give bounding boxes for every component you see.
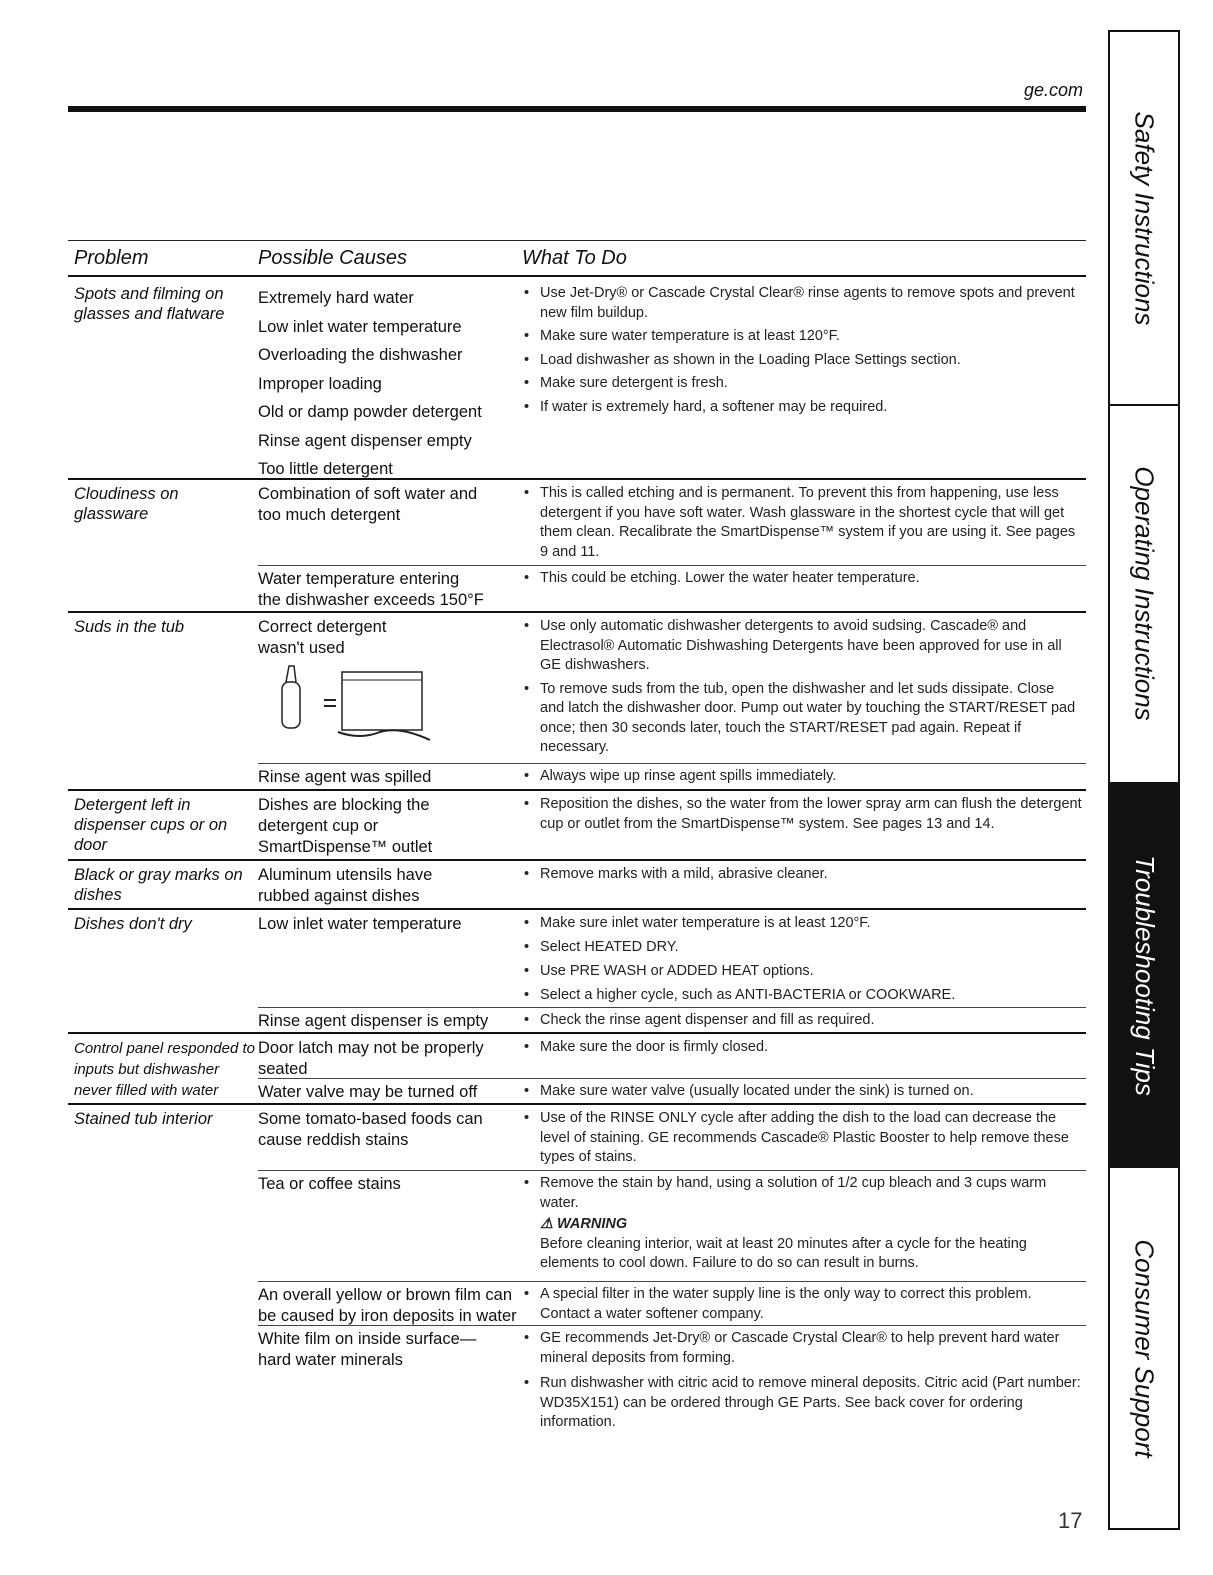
causes-spots	[258, 284, 520, 484]
sub-divider	[258, 763, 1086, 764]
cause-control-a	[258, 1038, 520, 1080]
header-top-rule	[68, 240, 1086, 241]
warning-label: ⚠ WARNING	[540, 1216, 628, 1232]
problem-cloudiness: Cloudiness on glassware	[74, 485, 179, 523]
problem-suds: Suds in the tub	[74, 618, 185, 636]
row-divider	[68, 611, 1086, 613]
todo-stained-c: • A special filter in the water supply line is the only way to correct this problem. Contact a water softener company.	[522, 1285, 1082, 1324]
tab-troubleshooting-tips[interactable]	[1110, 782, 1178, 1168]
tab-label: Troubleshooting Tips	[1129, 854, 1160, 1096]
tab-label: Safety Instructions	[1129, 111, 1160, 325]
cause-stained-d	[258, 1329, 520, 1371]
cause-text: Rinse agent was spilled	[258, 768, 432, 786]
site-url: ge.com	[1023, 80, 1083, 100]
tab-label: Operating Instructions	[1129, 465, 1160, 721]
cause-stained-b	[258, 1174, 520, 1195]
header-bottom-rule	[68, 275, 1086, 277]
row-divider	[68, 859, 1086, 861]
cause-text: Water valve may be turned off	[258, 1083, 478, 1101]
todo-item: • Make sure detergent is fresh.	[522, 374, 1082, 394]
row-divider	[68, 789, 1086, 791]
cause-dry-b	[258, 1011, 520, 1032]
todo-dry-b: • Check the rinse agent dispenser and fill as required.	[522, 1011, 1082, 1031]
cause-suds-a	[258, 617, 520, 659]
cause-text: Low inlet water temperature	[258, 915, 462, 933]
cause-cloudiness-a	[258, 484, 520, 526]
tab-operating-instructions[interactable]	[1110, 406, 1178, 780]
cause-marks	[258, 865, 520, 907]
sub-divider	[258, 1325, 1086, 1326]
todo-item: • Make sure water temperature is at least 120°F.	[522, 327, 1082, 347]
cause-dry-a	[258, 914, 520, 935]
todo-item: • Use Jet-Dry® or Cascade Crystal Clear® rinse agents to remove spots and prevent new film buildup.	[522, 284, 1082, 323]
cause-item: Improper loading	[258, 374, 382, 393]
todo-item: • Select a higher cycle, such as ANTI-BACTERIA or COOKWARE.	[522, 986, 1082, 1005]
cause-text: Combination of soft water and too much detergent	[258, 485, 478, 524]
cause-stained-a	[258, 1109, 520, 1151]
cause-item: Old or damp powder detergent	[258, 403, 482, 421]
page-number: 17	[1058, 1508, 1083, 1533]
cause-text: Dishes are blocking the detergent cup or SmartDispense™ outlet	[258, 796, 433, 856]
cause-text: Water temperature entering the dishwasher exceeds 150°F	[258, 570, 484, 609]
todo-stained-d2: • Run dishwasher with citric acid to remove mineral deposits. Citric acid (Part number: WD35X151) can be ordered through GE Parts. See back cover for ordering information.	[522, 1374, 1082, 1433]
cause-item: Extremely hard water	[258, 289, 414, 307]
header-causes: Possible Causes	[258, 247, 407, 269]
cause-text: Some tomato-based foods can cause reddish stains	[258, 1110, 483, 1149]
cause-text: Door latch may not be properly seated	[258, 1039, 484, 1078]
problem-stained: Stained tub interior	[74, 1110, 213, 1128]
row-divider	[68, 1032, 1086, 1034]
tab-label: Consumer Support	[1129, 1238, 1160, 1458]
sub-divider	[258, 1078, 1086, 1079]
cause-text: Aluminum utensils have rubbed against dishes	[258, 866, 433, 905]
problem-control-panel: Control panel responded to inputs but dishwasher never filled with water	[74, 1040, 255, 1099]
todo-cloudiness-b: • This could be etching. Lower the water heater temperature.	[522, 569, 1082, 589]
cause-item: Overloading the dishwasher	[258, 346, 463, 364]
row-divider	[68, 908, 1086, 910]
sub-divider	[258, 1170, 1086, 1171]
header-todo: What To Do	[522, 247, 627, 269]
todo-stained-b: • Remove the stain by hand, using a solution of 1/2 cup bleach and 3 cups warm water.	[522, 1174, 1082, 1213]
todo-stained-a: • Use of the RINSE ONLY cycle after adding the dish to the load can decrease the level of staining. GE recommends Cascade® Plastic Booster to help remove these types of stains.	[522, 1109, 1082, 1168]
cause-item: Rinse agent dispenser empty	[258, 431, 472, 450]
problem-detergent-left: Detergent left in dispenser cups or on door	[74, 796, 228, 854]
todo-item: • Use PRE WASH or ADDED HEAT options.	[522, 962, 1082, 981]
header-problem: Problem	[74, 247, 149, 269]
cause-item: Too little detergent	[258, 460, 393, 478]
todo-spots	[522, 284, 1082, 417]
sub-divider	[258, 1007, 1086, 1008]
cause-text: Rinse agent dispenser is empty	[258, 1012, 489, 1030]
top-rule	[68, 106, 1086, 112]
detergent-illustration	[280, 660, 440, 742]
cause-text: An overall yellow or brown film can be caused by iron deposits in water	[258, 1286, 517, 1325]
row-divider	[68, 478, 1086, 480]
todo-suds-b: • Always wipe up rinse agent spills immediately.	[522, 767, 1082, 787]
todo-suds-a1: • Use only automatic dishwasher detergents to avoid sudsing. Cascade® and Electrasol® Automatic Dishwashing Detergents have been approved for use in all GE dishwashers.	[522, 617, 1082, 676]
cause-text: Correct detergent wasn't used	[258, 618, 387, 657]
todo-suds-a2: • To remove suds from the tub, open the dishwasher and let suds dissipate. Close and latch the dishwasher door. Pump out water by touching the START/RESET pad once; then 30 seconds later, touch the START/RESET pad again. Repeat if necessary.	[522, 680, 1082, 758]
todo-control-b: • Make sure water valve (usually located under the sink) is turned on.	[522, 1082, 1082, 1102]
section-sidebar	[1108, 30, 1180, 1530]
tab-consumer-support[interactable]	[1110, 1168, 1178, 1528]
todo-item: • Make sure inlet water temperature is at least 120°F.	[522, 914, 1082, 933]
cause-cloudiness-b	[258, 569, 520, 611]
todo-marks: • Remove marks with a mild, abrasive cleaner.	[522, 865, 1082, 885]
cause-text: Tea or coffee stains	[258, 1175, 401, 1193]
cause-control-b	[258, 1082, 520, 1103]
row-divider	[68, 1103, 1086, 1105]
sub-divider	[258, 565, 1086, 566]
cause-item: Low inlet water temperature	[258, 317, 462, 336]
problem-dry: Dishes don't dry	[74, 915, 192, 933]
cause-stained-c	[258, 1285, 520, 1327]
tab-safety-instructions[interactable]	[1110, 32, 1178, 404]
problem-spots: Spots and filming on glasses and flatware	[74, 285, 225, 323]
todo-detergent-left: • Reposition the dishes, so the water from the lower spray arm can flush the detergent cup or outlet from the SmartDispense™ system. See pages 13 and 14.	[522, 795, 1082, 834]
cause-text: White film on inside surface— hard water minerals	[258, 1330, 477, 1369]
cause-detergent-left	[258, 795, 520, 858]
cause-suds-b	[258, 767, 520, 788]
todo-item: • Load dishwasher as shown in the Loading Place Settings section.	[522, 351, 1082, 371]
todo-control-a: • Make sure the door is firmly closed.	[522, 1038, 1082, 1058]
todo-item: • Select HEATED DRY.	[522, 938, 1082, 957]
warning-text: Before cleaning interior, wait at least 20 minutes after a cycle for the heating elements to cool down. Failure to do so can result in burns.	[540, 1235, 1027, 1271]
todo-item: • If water is extremely hard, a softener may be required.	[522, 398, 1082, 418]
todo-stained-d1: • GE recommends Jet-Dry® or Cascade Crystal Clear® to help prevent hard water mineral deposits from forming.	[522, 1329, 1082, 1368]
problem-marks: Black or gray marks on dishes	[74, 866, 243, 904]
sub-divider	[258, 1281, 1086, 1282]
todo-cloudiness-a: • This is called etching and is permanent. To prevent this from happening, use less detergent if you have soft water. Wash glassware in the shortest cycle that will get them clean. Recalibrate the SmartDispense™ system if you are using it. See pages 9 and 11.	[522, 484, 1082, 562]
